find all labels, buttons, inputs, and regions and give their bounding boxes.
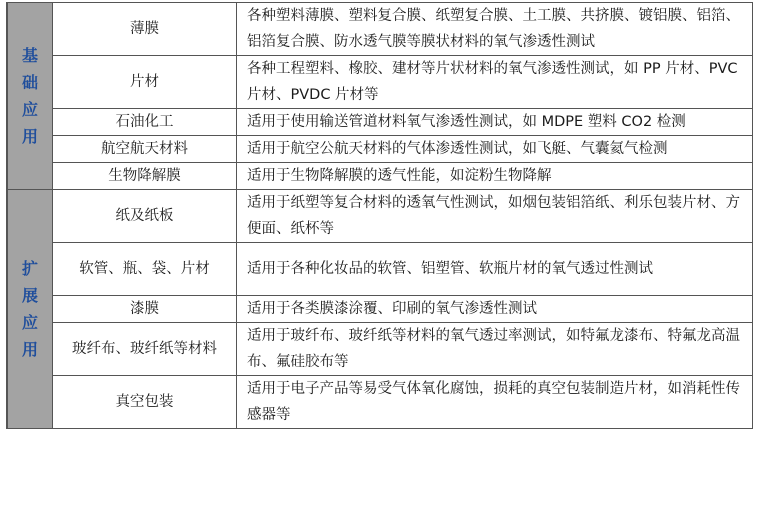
table-row (7, 3, 753, 56)
table-row (7, 109, 753, 136)
table-row (7, 163, 753, 190)
material-description: 适用于航空公航天材料的气体渗透性测试，如飞艇、气囊氦气检测 (237, 136, 753, 163)
material-description: 适用于纸塑等复合材料的透氧气性测试，如烟包装铝箔纸、利乐包装片材、方便面、纸杯等 (237, 190, 753, 243)
table-row (7, 323, 753, 376)
material-name: 薄膜 (53, 3, 237, 56)
table-row (7, 136, 753, 163)
category-char: 础 (21, 73, 38, 92)
category-char: 应 (21, 313, 38, 332)
material-description: 适用于各种化妆品的软管、铝塑管、软瓶片材的氧气透过性测试 (237, 243, 753, 296)
material-description: 适用于生物降解膜的透气性能，如淀粉生物降解 (237, 163, 753, 190)
material-name: 纸及纸板 (53, 190, 237, 243)
table-row (7, 296, 753, 323)
material-name: 生物降解膜 (53, 163, 237, 190)
table-row (7, 243, 753, 296)
category-char: 用 (21, 127, 38, 146)
category-char: 基 (21, 46, 38, 65)
material-description: 适用于电子产品等易受气体氧化腐蚀，损耗的真空包装制造片材，如消耗性传感器等 (237, 376, 753, 429)
category-char: 展 (21, 286, 38, 305)
category-char: 用 (21, 340, 38, 359)
application-table (6, 2, 753, 429)
material-description: 适用于玻纤布、玻纤纸等材料的氧气透过率测试，如特氟龙漆布、特氟龙高温布、氟硅胶布等 (237, 323, 753, 376)
material-description: 适用于使用输送管道材料氧气渗透性测试，如 MDPE 塑料 CO2 检测 (237, 109, 753, 136)
category-char: 应 (21, 100, 38, 119)
material-name: 真空包装 (53, 376, 237, 429)
material-description: 各种工程塑料、橡胶、建材等片状材料的氧气渗透性测试，如 PP 片材、PVC 片材、PVDC 片材等 (237, 56, 753, 109)
material-name: 漆膜 (53, 296, 237, 323)
material-name: 片材 (53, 56, 237, 109)
table-row (7, 190, 753, 243)
material-name: 玻纤布、玻纤纸等材料 (53, 323, 237, 376)
material-description: 各种塑料薄膜、塑料复合膜、纸塑复合膜、土工膜、共挤膜、镀铝膜、铝箔、铝箔复合膜、防水透气膜等膜状材料的氧气渗透性测试 (237, 3, 753, 56)
table-row (7, 56, 753, 109)
material-name: 软管、瓶、袋、片材 (53, 243, 237, 296)
material-description: 适用于各类膜漆涂覆、印刷的氧气渗透性测试 (237, 296, 753, 323)
category-basic (7, 3, 53, 190)
category-extended (7, 190, 53, 429)
material-name: 航空航天材料 (53, 136, 237, 163)
category-char: 扩 (21, 259, 38, 278)
material-name: 石油化工 (53, 109, 237, 136)
table-row (7, 376, 753, 429)
